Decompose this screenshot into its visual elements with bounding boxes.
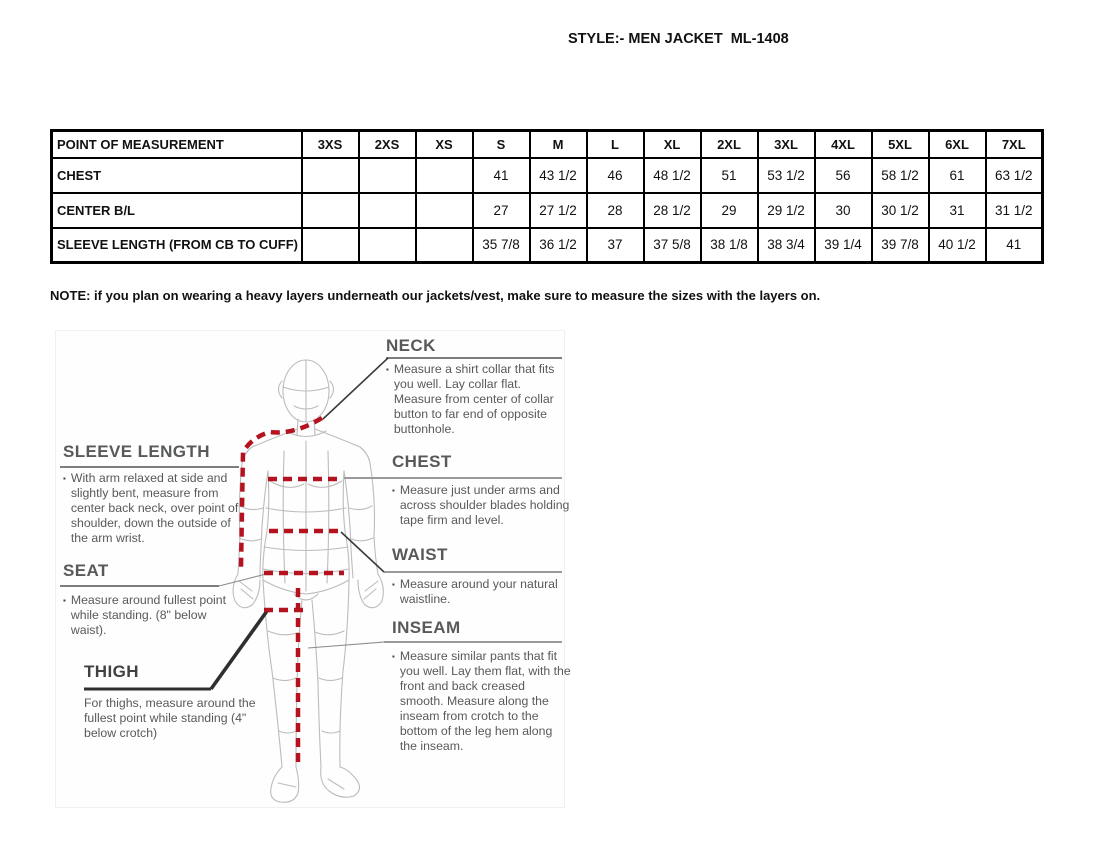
diagram-desc-inseam bbox=[392, 649, 572, 754]
value-cell: 37 5/8 bbox=[644, 228, 701, 263]
header-cell-size: 6XL bbox=[929, 131, 986, 158]
value-cell: 28 bbox=[587, 193, 644, 228]
value-cell bbox=[359, 228, 416, 263]
value-cell: 53 1/2 bbox=[758, 158, 815, 193]
value-cell: 51 bbox=[701, 158, 758, 193]
value-cell: 31 bbox=[929, 193, 986, 228]
diagram-desc-neck bbox=[386, 362, 568, 437]
value-cell: 36 1/2 bbox=[530, 228, 587, 263]
seat-description: Measure around fullest point while standing. (8" below waist). bbox=[70, 593, 227, 637]
diagram-label-inseam bbox=[392, 618, 461, 638]
value-cell bbox=[359, 158, 416, 193]
value-cell: 38 3/4 bbox=[758, 228, 815, 263]
seat-label: SEAT bbox=[63, 561, 109, 580]
table-row bbox=[52, 158, 1043, 193]
value-cell: 63 1/2 bbox=[986, 158, 1043, 193]
page-title: STYLE:- MEN JACKET ML-1408 bbox=[568, 31, 789, 47]
diagram-desc-sleeve-length bbox=[63, 471, 243, 546]
value-cell: 37 bbox=[587, 228, 644, 263]
neck-description: Measure a shirt collar that fits you well. Lay collar flat. Measure from center of collar button to far end of opposite buttonhole. bbox=[393, 362, 555, 436]
value-cell: 27 1/2 bbox=[530, 193, 587, 228]
chest-description: Measure just under arms and across shoulder blades holding tape firm and level. bbox=[399, 483, 570, 527]
diagram-label-seat bbox=[63, 561, 109, 581]
value-cell: 28 1/2 bbox=[644, 193, 701, 228]
value-cell bbox=[359, 193, 416, 228]
value-cell: 38 1/8 bbox=[701, 228, 758, 263]
header-cell-size: 3XL bbox=[758, 131, 815, 158]
value-cell: 29 bbox=[701, 193, 758, 228]
value-cell: 30 bbox=[815, 193, 872, 228]
value-cell bbox=[302, 158, 359, 193]
neck-label: NECK bbox=[386, 336, 436, 355]
value-cell: 40 1/2 bbox=[929, 228, 986, 263]
diagram-label-neck bbox=[386, 336, 566, 356]
value-cell bbox=[416, 193, 473, 228]
thigh-label: THIGH bbox=[84, 662, 139, 681]
value-cell: 41 bbox=[986, 228, 1043, 263]
thigh-description: For thighs, measure around the fullest point while standing (4" below crotch) bbox=[84, 696, 256, 740]
value-cell: 39 1/4 bbox=[815, 228, 872, 263]
row-label-cell: SLEEVE LENGTH (FROM CB TO CUFF) bbox=[52, 228, 302, 263]
diagram-desc-seat bbox=[63, 593, 235, 638]
table-row bbox=[52, 228, 1043, 263]
neck-leader-line bbox=[323, 358, 388, 419]
value-cell: 48 1/2 bbox=[644, 158, 701, 193]
value-cell: 27 bbox=[473, 193, 530, 228]
diagram-label-chest bbox=[392, 452, 452, 472]
bullet-icon: ▪ bbox=[386, 365, 389, 374]
inseam-label: INSEAM bbox=[392, 618, 461, 637]
header-cell-size: 5XL bbox=[872, 131, 929, 158]
diagram-desc-waist bbox=[392, 577, 562, 607]
size-table-header bbox=[52, 131, 1043, 158]
value-cell bbox=[302, 228, 359, 263]
waist-leader-line bbox=[341, 532, 384, 572]
header-cell-size: 7XL bbox=[986, 131, 1043, 158]
bullet-icon: ▪ bbox=[392, 486, 395, 495]
waist-description: Measure around your natural waistline. bbox=[399, 577, 558, 606]
diagram-label-thigh bbox=[84, 662, 139, 682]
size-table bbox=[50, 129, 1044, 264]
bullet-icon: ▪ bbox=[392, 652, 395, 661]
sleeve-length-label: SLEEVE LENGTH bbox=[63, 442, 210, 461]
bullet-icon: ▪ bbox=[63, 596, 66, 605]
value-cell: 41 bbox=[473, 158, 530, 193]
value-cell: 35 7/8 bbox=[473, 228, 530, 263]
header-cell-point-of-measurement: POINT OF MEASUREMENT bbox=[52, 131, 302, 158]
value-cell bbox=[302, 193, 359, 228]
inseam-description: Measure similar pants that fit you well. Lay them flat, with the front and back creased smooth. Measure along the inseam from crotch to the bottom of the leg hem along the inseam. bbox=[399, 649, 571, 753]
value-cell: 56 bbox=[815, 158, 872, 193]
value-cell: 29 1/2 bbox=[758, 193, 815, 228]
header-cell-size: 4XL bbox=[815, 131, 872, 158]
header-cell-size: 2XL bbox=[701, 131, 758, 158]
header-cell-size: S bbox=[473, 131, 530, 158]
header-cell-size: 2XS bbox=[359, 131, 416, 158]
diagram-label-sleeve-length bbox=[63, 442, 210, 462]
bullet-icon: ▪ bbox=[63, 474, 66, 483]
value-cell bbox=[416, 158, 473, 193]
header-cell-size: XL bbox=[644, 131, 701, 158]
note-text: NOTE: if you plan on wearing a heavy layers underneath our jackets/vest, make sure to measure the sizes with the layers on. bbox=[50, 288, 821, 303]
header-cell-size: L bbox=[587, 131, 644, 158]
header-cell-size: XS bbox=[416, 131, 473, 158]
value-cell: 58 1/2 bbox=[872, 158, 929, 193]
table-row bbox=[52, 193, 1043, 228]
value-cell: 31 1/2 bbox=[986, 193, 1043, 228]
bullet-icon: ▪ bbox=[392, 580, 395, 589]
diagram-desc-thigh bbox=[84, 696, 266, 741]
value-cell: 46 bbox=[587, 158, 644, 193]
value-cell: 30 1/2 bbox=[872, 193, 929, 228]
sleeve-length-measure-line bbox=[241, 418, 322, 568]
chest-label: CHEST bbox=[392, 452, 452, 471]
value-cell: 61 bbox=[929, 158, 986, 193]
waist-label: WAIST bbox=[392, 545, 448, 564]
sleeve-length-description: With arm relaxed at side and slightly bent, measure from center back neck, over point of shoulder, down the outside of the arm wrist. bbox=[70, 471, 239, 545]
row-label-cell: CENTER B/L bbox=[52, 193, 302, 228]
header-cell-size: 3XS bbox=[302, 131, 359, 158]
value-cell: 43 1/2 bbox=[530, 158, 587, 193]
diagram-label-waist bbox=[392, 545, 448, 565]
value-cell: 39 7/8 bbox=[872, 228, 929, 263]
row-label-cell: CHEST bbox=[52, 158, 302, 193]
diagram-desc-chest bbox=[392, 483, 570, 528]
value-cell bbox=[416, 228, 473, 263]
measurement-diagram bbox=[55, 330, 571, 808]
size-table-body bbox=[52, 158, 1043, 263]
header-cell-size: M bbox=[530, 131, 587, 158]
